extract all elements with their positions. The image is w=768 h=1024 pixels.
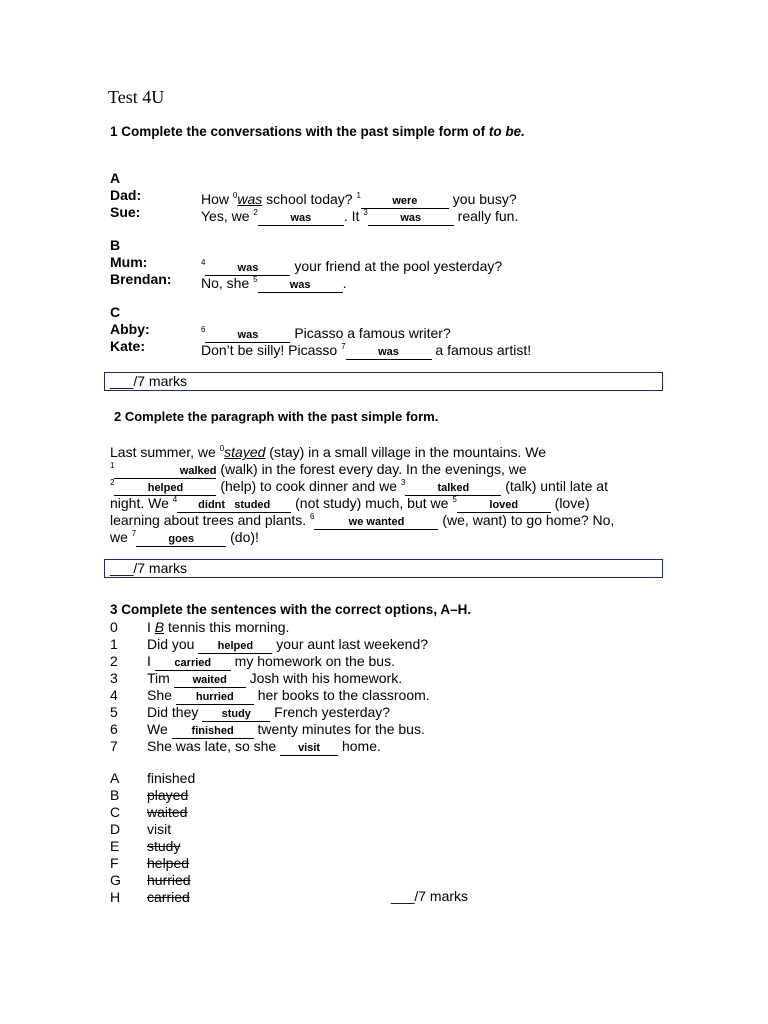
sentence-text: twenty minutes for the bus. [253, 721, 425, 737]
section-letter-c: C [110, 304, 121, 320]
paragraph-text: (not study) much, but we [291, 495, 453, 511]
sentence-number: 5 [110, 704, 118, 720]
dialogue-text: Picasso a famous writer? [290, 325, 451, 341]
option-word: study [147, 838, 181, 854]
sentence-text: your aunt last weekend? [272, 636, 429, 652]
dialogue-line-kate [201, 338, 531, 360]
dialogue-text: school today? [262, 191, 357, 207]
gap-number: 1 [356, 191, 361, 200]
speaker-dad: Dad: [110, 187, 142, 203]
answer-blank-s5[interactable]: study [202, 708, 270, 722]
sentence-text: We [147, 721, 172, 737]
exercise-2-heading: 2 Complete the paragraph with the past simple form. [114, 409, 439, 424]
paragraph-text: night. We [110, 495, 173, 511]
option-word: finished [147, 770, 196, 786]
sentence-0 [147, 619, 289, 636]
sentence-number: 0 [110, 619, 118, 635]
option-letter: D [110, 821, 121, 837]
paragraph-text: (we, want) to go home? No, [438, 512, 615, 528]
option-word: waited [147, 804, 188, 820]
answer-blank-7[interactable]: was [346, 346, 432, 360]
option-word: played [147, 787, 189, 803]
sentence-7 [147, 738, 381, 756]
dialogue-text: a famous artist! [431, 342, 532, 358]
paragraph-text: (help) to cook dinner and we [216, 478, 401, 494]
answer-blank-s7[interactable]: visit [280, 742, 338, 756]
paragraph-text: (love) [550, 495, 590, 511]
option-word: helped [147, 855, 190, 871]
example-answer: stayed [224, 444, 266, 460]
example-answer: B [154, 619, 165, 635]
gap-number: 0 [232, 191, 238, 200]
answer-blank-s4[interactable]: hurried [176, 691, 254, 705]
gap-number: 5 [452, 495, 457, 504]
option-letter: A [110, 770, 120, 786]
dialogue-line-brendan [201, 271, 346, 293]
paragraph-text: learning about trees and plants. [110, 512, 311, 528]
sentence-6 [147, 721, 425, 739]
sentence-text: She was late, so she [147, 738, 281, 754]
gap-number: 7 [341, 342, 346, 351]
answer-blank-loved[interactable]: loved [457, 499, 551, 513]
answer-blank-3[interactable]: was [368, 212, 454, 226]
sentence-number: 3 [110, 670, 118, 686]
page-title: Test 4U [108, 87, 165, 107]
answer-blank-5[interactable]: was [258, 279, 343, 293]
gap-number: 6 [201, 325, 206, 334]
speaker-kate: Kate: [110, 338, 146, 354]
answer-blank-do[interactable]: goes [136, 533, 226, 547]
paragraph-text: (do)! [226, 529, 259, 545]
dialogue-line-sue [201, 204, 518, 226]
answer-blank-talked[interactable]: talked [405, 482, 501, 496]
example-answer: was [237, 191, 263, 207]
answer-blank-walked[interactable]: walked [114, 465, 216, 479]
exercise-1-marks-box: ___/7 marks [104, 372, 663, 391]
dialogue-text: your friend at the pool yesterday? [290, 258, 503, 274]
sentence-text: tennis this morning. [164, 619, 290, 635]
sentence-text: my homework on the bus. [230, 653, 395, 669]
option-letter: G [110, 872, 121, 888]
speaker-abby: Abby: [110, 321, 150, 337]
answer-blank-helped[interactable]: helped [114, 482, 216, 496]
dialogue-text: How [201, 191, 233, 207]
exercise-3-marks: ___/7 marks [391, 888, 469, 904]
exercise-3-heading: 3 Complete the sentences with the correct options, A–H. [110, 602, 472, 617]
answer-blank-we-want[interactable]: we wanted [314, 516, 438, 530]
answer-blank-not-study[interactable]: didnt studed [177, 499, 291, 513]
sentence-text: Tim [147, 670, 174, 686]
sentence-text: I [147, 653, 155, 669]
dialogue-text: . It [343, 208, 364, 224]
option-letter: C [110, 804, 121, 820]
sentence-text: French yesterday? [270, 704, 391, 720]
option-word: carried [147, 889, 190, 905]
paragraph-text: we [110, 529, 132, 545]
exercise-2-marks-box: ___/7 marks [104, 559, 663, 578]
gap-number: 6 [310, 512, 315, 521]
dialogue-text: . [342, 275, 347, 291]
sentence-number: 6 [110, 721, 118, 737]
exercise-1-heading-text: 1 Complete the conversations with the past simple form of [110, 124, 489, 139]
sentence-text: She [147, 687, 176, 703]
paragraph-text: (talk) until late at [501, 478, 608, 494]
gap-number: 0 [219, 444, 225, 453]
gap-number: 4 [201, 258, 206, 267]
sentence-text: Did they [147, 704, 203, 720]
option-letter: F [110, 855, 119, 871]
answer-blank-s2[interactable]: carried [155, 657, 231, 671]
sentence-2 [147, 653, 395, 671]
paragraph-text: (stay) in a small village in the mountains. We [265, 444, 547, 460]
sentence-4 [147, 687, 430, 705]
answer-blank-s1[interactable]: helped [198, 640, 272, 654]
gap-number: 7 [131, 529, 137, 538]
exercise-1-heading-italic: to be. [488, 124, 525, 139]
sentence-text: I [147, 619, 155, 635]
sentence-5 [147, 704, 390, 722]
dialogue-text: Don’t be silly! Picasso [201, 342, 342, 358]
answer-blank-s3[interactable]: waited [174, 674, 246, 688]
answer-blank-2[interactable]: was [258, 212, 344, 226]
gap-number: 2 [110, 478, 115, 487]
dialogue-text: really fun. [453, 208, 519, 224]
sentence-number: 4 [110, 687, 118, 703]
gap-number: 1 [110, 461, 115, 470]
speaker-mum: Mum: [110, 254, 148, 270]
gap-number: 5 [253, 275, 258, 284]
exercise-1-heading [110, 124, 525, 139]
option-letter: B [110, 787, 120, 803]
sentence-number: 2 [110, 653, 118, 669]
answer-blank-1[interactable]: were [361, 195, 449, 209]
dialogue-text: you busy? [448, 191, 517, 207]
paragraph-line-6 [110, 525, 259, 547]
sentence-1 [147, 636, 428, 654]
sentence-text: Did you [147, 636, 199, 652]
sentence-text: Josh with his homework. [245, 670, 403, 686]
option-letter: E [110, 838, 120, 854]
section-letter-a: A [110, 170, 121, 186]
option-word: visit [147, 821, 172, 837]
gap-number: 3 [363, 208, 368, 217]
sentence-text: her books to the classroom. [253, 687, 430, 703]
sentence-3 [147, 670, 402, 688]
answer-blank-4[interactable]: was [205, 262, 290, 276]
gap-number: 4 [172, 495, 178, 504]
gap-number: 2 [253, 208, 258, 217]
option-letter: H [110, 889, 121, 905]
answer-blank-6[interactable]: was [205, 329, 290, 343]
dialogue-text: Yes, we [201, 208, 254, 224]
section-letter-b: B [110, 237, 121, 253]
sentence-text: home. [338, 738, 381, 754]
speaker-brendan: Brendan: [110, 271, 172, 287]
dialogue-text: No, she [201, 275, 254, 291]
option-word: hurried [147, 872, 191, 888]
paragraph-text: Last summer, we [110, 444, 220, 460]
gap-number: 3 [400, 478, 406, 487]
sentence-number: 7 [110, 738, 118, 754]
sentence-number: 1 [110, 636, 118, 652]
speaker-sue: Sue: [110, 204, 141, 220]
answer-blank-s6[interactable]: finished [172, 725, 254, 739]
paragraph-text: (walk) in the forest every day. In the evenings, we [216, 461, 527, 477]
